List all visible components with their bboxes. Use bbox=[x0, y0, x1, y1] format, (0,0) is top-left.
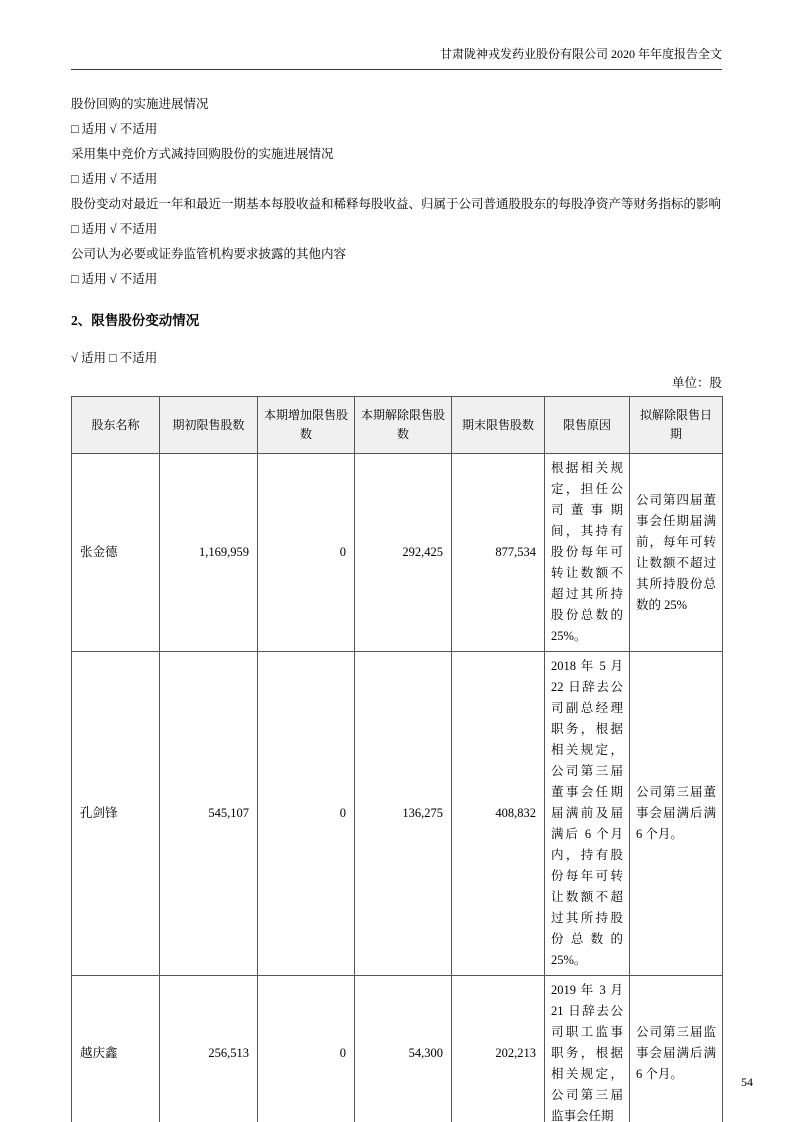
restricted-shares-table bbox=[71, 396, 723, 1122]
cell-released-shares: 292,425 bbox=[355, 454, 452, 652]
col-header-shareholder-name: 股东名称 bbox=[72, 397, 160, 454]
cell-restriction-reason: 2019 年 3 月 21 日辞去公司职工监事职务，根据相关规定，公司第三届监事会任期 bbox=[545, 976, 630, 1122]
report-title: 甘肃陇神戎发药业股份有限公司 2020 年年度报告全文 bbox=[439, 47, 722, 61]
table-row bbox=[72, 454, 723, 652]
section-applicability-line: √ 适用 □ 不适用 bbox=[71, 351, 158, 365]
body-line: 公司认为必要或证券监管机构要求披露的其他内容 bbox=[71, 247, 347, 261]
cell-initial-shares: 1,169,959 bbox=[160, 454, 258, 652]
cell-increased-shares: 0 bbox=[258, 652, 355, 976]
applicability-line: □ 适用 √ 不适用 bbox=[71, 272, 158, 286]
cell-proposed-release-date: 公司第三届监事会届满后满 6 个月。 bbox=[630, 976, 723, 1122]
col-header-increased-restricted-shares: 本期增加限售股数 bbox=[258, 397, 355, 454]
cell-initial-shares: 545,107 bbox=[160, 652, 258, 976]
cell-ending-shares: 877,534 bbox=[452, 454, 545, 652]
page-number: 54 bbox=[741, 1075, 753, 1089]
body-line: 股份变动对最近一年和最近一期基本每股收益和稀释每股收益、归属于公司普通股股东的每股净资产等财务指标的影响 bbox=[71, 197, 722, 211]
unit-label: 单位：股 bbox=[671, 376, 722, 390]
body-line: 股份回购的实施进展情况 bbox=[71, 97, 209, 111]
page-header bbox=[71, 46, 722, 70]
cell-restriction-reason: 根据相关规定，担任公司董事期间，其持有股份每年可转让数额不超过其所持股份总数的25%。 bbox=[545, 454, 630, 652]
col-header-initial-restricted-shares: 期初限售股数 bbox=[160, 397, 258, 454]
table-row bbox=[72, 976, 723, 1122]
col-header-restriction-reason: 限售原因 bbox=[545, 397, 630, 454]
table-header-row bbox=[72, 397, 723, 454]
cell-shareholder-name: 孔剑锋 bbox=[72, 652, 160, 976]
cell-proposed-release-date: 公司第四届董事会任期届满前，每年可转让数额不超过其所持股份总数的 25% bbox=[630, 454, 723, 652]
cell-increased-shares: 0 bbox=[258, 976, 355, 1122]
cell-ending-shares: 408,832 bbox=[452, 652, 545, 976]
col-header-released-restricted-shares: 本期解除限售股数 bbox=[355, 397, 452, 454]
page-content bbox=[71, 92, 722, 1122]
body-line: 采用集中竞价方式减持回购股份的实施进展情况 bbox=[71, 147, 334, 161]
cell-initial-shares: 256,513 bbox=[160, 976, 258, 1122]
cell-increased-shares: 0 bbox=[258, 454, 355, 652]
applicability-line: □ 适用 √ 不适用 bbox=[71, 122, 158, 136]
section-heading: 2、限售股份变动情况 bbox=[71, 313, 200, 328]
cell-proposed-release-date: 公司第三届董事会届满后满 6 个月。 bbox=[630, 652, 723, 976]
cell-shareholder-name: 张金德 bbox=[72, 454, 160, 652]
cell-released-shares: 136,275 bbox=[355, 652, 452, 976]
cell-shareholder-name: 越庆鑫 bbox=[72, 976, 160, 1122]
col-header-ending-restricted-shares: 期末限售股数 bbox=[452, 397, 545, 454]
table-row bbox=[72, 652, 723, 976]
applicability-line: □ 适用 √ 不适用 bbox=[71, 172, 158, 186]
cell-released-shares: 54,300 bbox=[355, 976, 452, 1122]
cell-ending-shares: 202,213 bbox=[452, 976, 545, 1122]
cell-restriction-reason: 2018 年 5 月 22 日辞去公司副总经理职务，根据相关规定，公司第三届董事会任期届满前及届满后 6 个月内，持有股份每年可转让数额不超过其所持股份总数的25%。 bbox=[545, 652, 630, 976]
applicability-line: □ 适用 √ 不适用 bbox=[71, 222, 158, 236]
col-header-proposed-release-date: 拟解除限售日期 bbox=[630, 397, 723, 454]
